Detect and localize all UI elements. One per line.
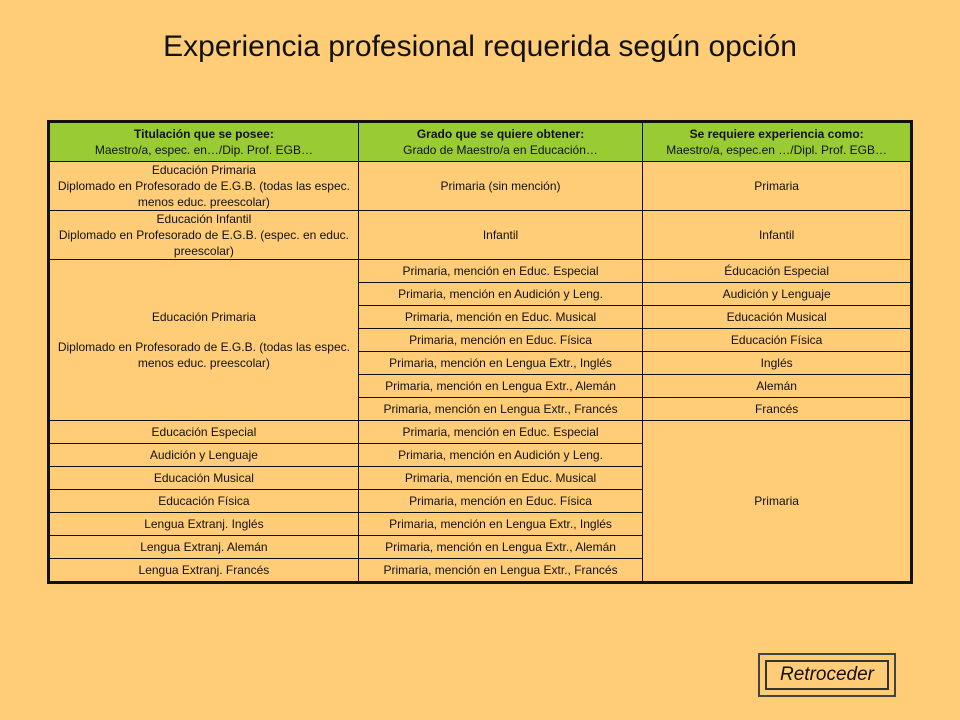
- titulacion-name: Educación Primaria: [151, 310, 256, 324]
- titulacion-cell: Educación Especial: [49, 421, 359, 444]
- table-row: [49, 162, 912, 211]
- table-row: [49, 211, 912, 260]
- experiencia-cell: Francés: [643, 398, 912, 421]
- back-button-label[interactable]: Retroceder: [765, 660, 889, 690]
- back-button[interactable]: [758, 653, 896, 697]
- titulacion-cell: [49, 260, 359, 421]
- titulacion-cell: Educación Musical: [49, 467, 359, 490]
- header-experiencia-sub: Maestro/a, espec.en …/Dipl. Prof. EGB…: [666, 143, 887, 157]
- grado-cell: Primaria, mención en Lengua Extr., Inglés: [358, 513, 642, 536]
- header-titulacion-title: Titulación que se posee:: [134, 127, 274, 141]
- table-row: [49, 421, 912, 444]
- titulacion-cell: [49, 162, 359, 211]
- grado-cell: Primaria, mención en Audición y Leng.: [358, 283, 642, 306]
- experiencia-cell: Primaria: [643, 162, 912, 211]
- titulacion-name: Educación Primaria: [151, 163, 256, 177]
- grado-cell: Primaria, mención en Educ. Física: [358, 329, 642, 352]
- titulacion-desc: Diplomado en Profesorado de E.G.B. (espec. en educ. preescolar): [58, 228, 349, 258]
- header-titulacion-sub: Maestro/a, espec. en…/Dip. Prof. EGB…: [94, 143, 313, 157]
- header-titulacion: [49, 122, 359, 162]
- grado-cell: Primaria, mención en Lengua Extr., Francés: [358, 559, 642, 583]
- experiencia-cell: Audición y Lenguaje: [643, 283, 912, 306]
- page-title: Experiencia profesional requerida según opción: [163, 30, 797, 63]
- titulacion-cell: Lengua Extranj. Francés: [49, 559, 359, 583]
- experience-table: [47, 120, 913, 584]
- experiencia-cell: Inglés: [643, 352, 912, 375]
- grado-cell: Primaria, mención en Lengua Extr., Alemán: [358, 375, 642, 398]
- grado-cell: Primaria, mención en Educ. Especial: [358, 260, 642, 283]
- header-grado: [358, 122, 642, 162]
- titulacion-cell: Audición y Lenguaje: [49, 444, 359, 467]
- titulacion-desc: Diplomado en Profesorado de E.G.B. (todas las espec. menos educ. preescolar): [57, 340, 350, 370]
- grado-cell: Primaria, mención en Educ. Musical: [358, 467, 642, 490]
- experiencia-cell: Educación Física: [643, 329, 912, 352]
- titulacion-cell: Lengua Extranj. Inglés: [49, 513, 359, 536]
- table-header-row: [49, 122, 912, 162]
- titulacion-cell: [49, 211, 359, 260]
- experiencia-cell: Éducación Especial: [643, 260, 912, 283]
- grado-cell: Primaria, mención en Educ. Musical: [358, 306, 642, 329]
- titulacion-name: Educación Infantil: [156, 212, 252, 226]
- grado-cell: Primaria, mención en Audición y Leng.: [358, 444, 642, 467]
- header-grado-title: Grado que se quiere obtener:: [416, 127, 585, 141]
- experiencia-cell: Infantil: [643, 211, 912, 260]
- grado-cell: Primaria, mención en Educ. Especial: [358, 421, 642, 444]
- titulacion-desc: Diplomado en Profesorado de E.G.B. (todas las espec. menos educ. preescolar): [57, 179, 350, 209]
- titulacion-cell: Lengua Extranj. Alemán: [49, 536, 359, 559]
- experiencia-cell: Alemán: [643, 375, 912, 398]
- grado-cell: Primaria (sin mención): [358, 162, 642, 211]
- header-experiencia: [643, 122, 912, 162]
- experiencia-cell: Educación Musical: [643, 306, 912, 329]
- grado-cell: Infantil: [358, 211, 642, 260]
- grado-cell: Primaria, mención en Lengua Extr., Alemán: [358, 536, 642, 559]
- experiencia-cell: Primaria: [643, 421, 912, 583]
- titulacion-cell: Educación Física: [49, 490, 359, 513]
- header-experiencia-title: Se requiere experiencia como:: [689, 127, 864, 141]
- grado-cell: Primaria, mención en Educ. Física: [358, 490, 642, 513]
- grado-cell: Primaria, mención en Lengua Extr., Francés: [358, 398, 642, 421]
- grado-cell: Primaria, mención en Lengua Extr., Inglés: [358, 352, 642, 375]
- table-row: [49, 260, 912, 283]
- header-grado-sub: Grado de Maestro/a en Educación…: [403, 143, 598, 157]
